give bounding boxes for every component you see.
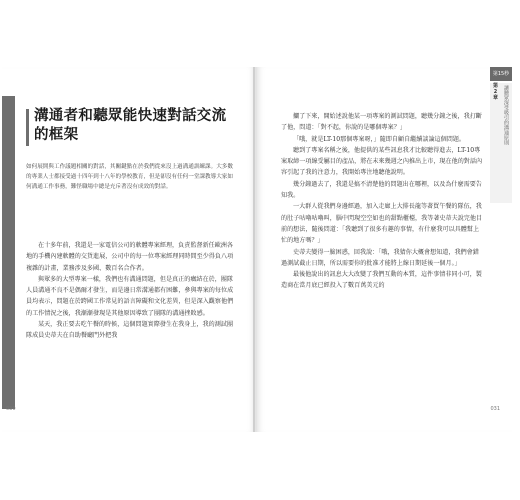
section-lead (26, 162, 236, 192)
paragraph: 「哦，就是LT-10那個專案呀，」隨即自顧自繼續談論這個問題。 (293, 135, 466, 143)
page-number: 030 (6, 406, 16, 412)
paragraph: 最後他說出的訊息大大改變了我們互動的本質，這件事情非同小可，製造商在當月底已經投入了數百萬美元的 (281, 271, 482, 290)
left-body (26, 240, 236, 342)
paragraph: 攔了下來，開始述說他某一項專案的測試問題，聽幾分鐘之後，我打斷了他，問道：「對不起，你說的是哪個專案？」 (281, 113, 482, 132)
title-accent-bar (26, 109, 29, 146)
paragraph: 在十多年前，我還是一家電信公司的軟體專案經理，負責監督新任歐洲各地的手機內建軟體的交貨進展，公司中的每一位專案經理同時間至少得負八項複雜的計畫，業務涉及多國、數百名合作者。 (26, 242, 234, 272)
paragraph: 某天，我正要去吃午餐的時候，這個問題實際發生在我身上，我的測試團隊成員史蒂夫在自助餐廳門外把我 (26, 321, 233, 340)
chapter-label: 第2章 (492, 83, 498, 101)
book-spread (2, 67, 512, 432)
lead-paragraph: 如何展開與工作議題相關的對話，其關鍵點在於我們從來沒上過溝通訓練課。大多數的專業人士都接受過十四年到十八年的學校教育，但是卻沒有任何一堂課教導大家如何溝通工作事務，難怪職場中總是充斥著沒有成效的對話。 (26, 164, 233, 190)
paragraph: 史蒂夫變得一臉困惑，回我說：「哦，我猜你大概會想知道，我們會錯過測試截止日期，所以需要你的批准才能將上線日期延後一個月。」 (281, 248, 479, 267)
left-page (2, 67, 255, 432)
section-title: 溝通者和聽眾能快速對話交流的框架 (34, 108, 227, 143)
page-number: 031 (490, 406, 500, 412)
paragraph: 聽到了專案名稱之後，他提供的某些訊息我才比較聽得進去，LT-10專案取締一項線受屬目的產品，將在未來幾週之內推出上市，現在他的對話內容引起了我的注意力，我開始專注地聽他說明。 (281, 146, 483, 177)
right-page (257, 67, 512, 432)
side-strip (2, 96, 15, 409)
paragraph: 幾分鐘過去了，我還是搞不清楚他的問題出在哪裡，以及為什麼需要告知我。 (281, 180, 482, 200)
chapter-title: 讓聽眾深受吸引的溝通原則 (503, 85, 509, 145)
right-body (281, 111, 483, 292)
paragraph: 與眾多的大型專案一樣，我們也有溝通問題，但是真正的癥結在於，團隊人員溝通不良不是偶爾才發生，而是邊日常溝通都有困難，參與專案的每位成員均表示，問題在於跨國工作常見的語言障礙和文化差異，但是深入觀察他們的工作情況之後，我漸漸發現是其他原因導致了團隊的溝通挫敗感。 (26, 275, 234, 317)
paragraph: 一大群人從我們身邊經過，加入走廊上大排長龍等著買午餐的隊伍，我的肚子咕嚕咕嚕叫，腦中閃現空空如也的甜點櫃檯，我等著史蒂夫說完他目前的想法，隨後問道：「我聽到了很多有趣的事情，有什麼我可以具體幫上忙的地方嗎？」 (281, 203, 483, 245)
chapter-tab-number: 第15秒 (490, 67, 512, 81)
